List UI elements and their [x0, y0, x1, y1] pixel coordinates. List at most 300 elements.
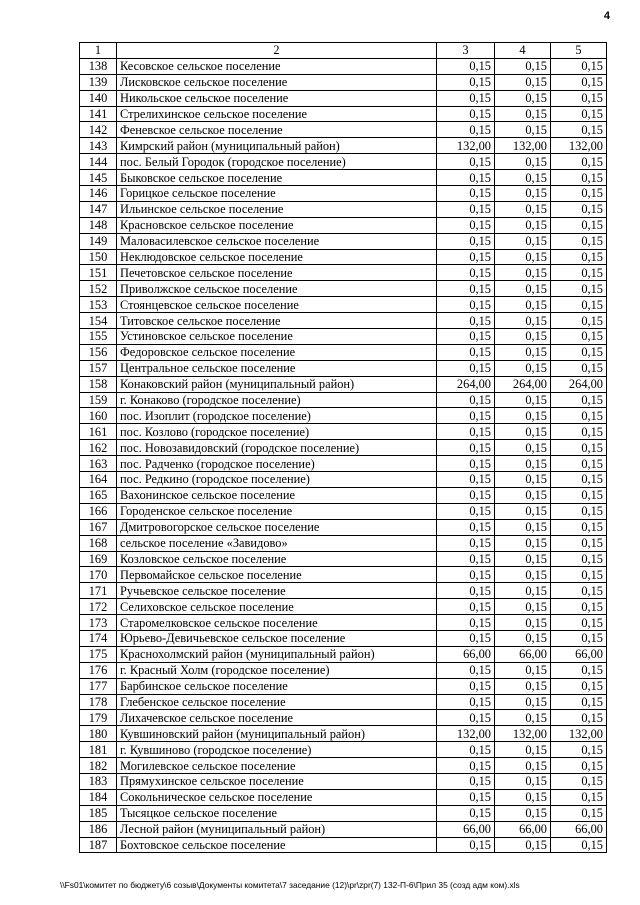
table-row — [80, 90, 607, 106]
row-number: 184 — [80, 789, 117, 805]
table-row — [80, 344, 607, 360]
value-col-5: 0,15 — [551, 344, 607, 360]
value-col-4: 0,15 — [495, 503, 551, 519]
value-col-4: 0,15 — [495, 773, 551, 789]
value-col-3: 132,00 — [437, 726, 495, 742]
value-col-4: 0,15 — [495, 106, 551, 122]
row-number: 152 — [80, 281, 117, 297]
value-col-3: 0,15 — [437, 186, 495, 202]
value-col-5: 0,15 — [551, 758, 607, 774]
table-row — [80, 217, 607, 233]
municipality-name: Кесовское сельское поселение — [117, 58, 437, 74]
row-number: 187 — [80, 837, 117, 853]
table-row — [80, 424, 607, 440]
municipality-name: пос. Новозавидовский (городское поселение) — [117, 440, 437, 456]
value-col-5: 0,15 — [551, 154, 607, 170]
value-col-4: 66,00 — [495, 821, 551, 837]
municipality-name: Горицкое сельское поселение — [117, 186, 437, 202]
row-number: 177 — [80, 678, 117, 694]
table-row — [80, 742, 607, 758]
value-col-3: 0,15 — [437, 344, 495, 360]
value-col-5: 132,00 — [551, 726, 607, 742]
value-col-5: 0,15 — [551, 170, 607, 186]
value-col-4: 0,15 — [495, 519, 551, 535]
row-number: 147 — [80, 201, 117, 217]
value-col-3: 0,15 — [437, 551, 495, 567]
municipality-name: Кувшиновский район (муниципальный район) — [117, 726, 437, 742]
value-col-5: 0,15 — [551, 503, 607, 519]
value-col-3: 0,15 — [437, 503, 495, 519]
table-row — [80, 535, 607, 551]
table-row — [80, 297, 607, 313]
value-col-3: 0,15 — [437, 535, 495, 551]
row-number: 156 — [80, 344, 117, 360]
value-col-3: 0,15 — [437, 297, 495, 313]
row-number: 140 — [80, 90, 117, 106]
value-col-3: 0,15 — [437, 217, 495, 233]
row-number: 168 — [80, 535, 117, 551]
value-col-4: 0,15 — [495, 122, 551, 138]
header-cell-2: 2 — [117, 43, 437, 59]
row-number: 178 — [80, 694, 117, 710]
value-col-4: 0,15 — [495, 472, 551, 488]
row-number: 138 — [80, 58, 117, 74]
value-col-3: 0,15 — [437, 90, 495, 106]
table-row — [80, 487, 607, 503]
table-row — [80, 519, 607, 535]
municipality-name: Городенское сельское поселение — [117, 503, 437, 519]
row-number: 182 — [80, 758, 117, 774]
value-col-5: 0,15 — [551, 678, 607, 694]
row-number: 165 — [80, 487, 117, 503]
value-col-5: 0,15 — [551, 313, 607, 329]
municipality-name: Центральное сельское поселение — [117, 360, 437, 376]
table-row — [80, 186, 607, 202]
row-number: 183 — [80, 773, 117, 789]
municipality-name: Барбинское сельское поселение — [117, 678, 437, 694]
value-col-5: 0,15 — [551, 74, 607, 90]
row-number: 151 — [80, 265, 117, 281]
value-col-5: 0,15 — [551, 599, 607, 615]
value-col-4: 132,00 — [495, 726, 551, 742]
value-col-3: 0,15 — [437, 630, 495, 646]
value-col-5: 0,15 — [551, 519, 607, 535]
row-number: 148 — [80, 217, 117, 233]
municipality-name: Кимрский район (муниципальный район) — [117, 138, 437, 154]
municipality-name: Краснохолмский район (муниципальный район) — [117, 646, 437, 662]
municipality-name: Тысяцкое сельское поселение — [117, 805, 437, 821]
municipality-name: Сокольническое сельское поселение — [117, 789, 437, 805]
value-col-4: 0,15 — [495, 805, 551, 821]
value-col-3: 0,15 — [437, 678, 495, 694]
municipality-name: Стрелихинское сельское поселение — [117, 106, 437, 122]
municipality-name: Титовское сельское поселение — [117, 313, 437, 329]
row-number: 143 — [80, 138, 117, 154]
value-col-4: 0,15 — [495, 313, 551, 329]
municipality-name: Ручьевское сельское поселение — [117, 583, 437, 599]
row-number: 159 — [80, 392, 117, 408]
municipality-name: Старомелковское сельское поселение — [117, 615, 437, 631]
value-col-5: 0,15 — [551, 233, 607, 249]
municipality-name: Приволжское сельское поселение — [117, 281, 437, 297]
value-col-3: 0,15 — [437, 472, 495, 488]
value-col-3: 0,15 — [437, 487, 495, 503]
row-number: 186 — [80, 821, 117, 837]
row-number: 180 — [80, 726, 117, 742]
row-number: 160 — [80, 408, 117, 424]
row-number: 172 — [80, 599, 117, 615]
table-row — [80, 170, 607, 186]
value-col-5: 0,15 — [551, 360, 607, 376]
municipality-name: пос. Изоплит (городское поселение) — [117, 408, 437, 424]
table-row — [80, 408, 607, 424]
value-col-4: 0,15 — [495, 58, 551, 74]
value-col-5: 0,15 — [551, 186, 607, 202]
table-row — [80, 233, 607, 249]
value-col-4: 0,15 — [495, 297, 551, 313]
value-col-3: 0,15 — [437, 329, 495, 345]
row-number: 142 — [80, 122, 117, 138]
value-col-5: 0,15 — [551, 456, 607, 472]
value-col-4: 0,15 — [495, 408, 551, 424]
municipality-name: пос. Козлово (городское поселение) — [117, 424, 437, 440]
row-number: 150 — [80, 249, 117, 265]
value-col-4: 0,15 — [495, 456, 551, 472]
value-col-5: 0,15 — [551, 789, 607, 805]
value-col-5: 264,00 — [551, 376, 607, 392]
table-row — [80, 154, 607, 170]
value-col-5: 0,15 — [551, 551, 607, 567]
value-col-5: 0,15 — [551, 567, 607, 583]
row-number: 161 — [80, 424, 117, 440]
value-col-3: 0,15 — [437, 360, 495, 376]
header-cell-1: 1 — [80, 43, 117, 59]
table-header-row — [80, 43, 607, 59]
value-col-4: 0,15 — [495, 487, 551, 503]
value-col-4: 0,15 — [495, 440, 551, 456]
row-number: 149 — [80, 233, 117, 249]
value-col-3: 0,15 — [437, 789, 495, 805]
table-row — [80, 773, 607, 789]
value-col-3: 0,15 — [437, 662, 495, 678]
value-col-5: 0,15 — [551, 201, 607, 217]
municipality-name: Печетовское сельское поселение — [117, 265, 437, 281]
value-col-4: 0,15 — [495, 662, 551, 678]
table-row — [80, 821, 607, 837]
value-col-3: 0,15 — [437, 567, 495, 583]
table-row — [80, 249, 607, 265]
value-col-4: 0,15 — [495, 90, 551, 106]
row-number: 146 — [80, 186, 117, 202]
row-number: 139 — [80, 74, 117, 90]
value-col-4: 0,15 — [495, 344, 551, 360]
municipality-name: Могилевское сельское поселение — [117, 758, 437, 774]
row-number: 173 — [80, 615, 117, 631]
value-col-3: 0,15 — [437, 583, 495, 599]
data-table — [79, 42, 607, 853]
table-row — [80, 758, 607, 774]
row-number: 170 — [80, 567, 117, 583]
municipality-name: Феневское сельское поселение — [117, 122, 437, 138]
municipality-name: Юрьево-Девичьевское сельское поселение — [117, 630, 437, 646]
municipality-name: Конаковский район (муниципальный район) — [117, 376, 437, 392]
value-col-3: 0,15 — [437, 392, 495, 408]
value-col-3: 0,15 — [437, 58, 495, 74]
table-row — [80, 662, 607, 678]
table-row — [80, 646, 607, 662]
page-number: 4 — [603, 10, 610, 22]
municipality-name: Лихачевское сельское поселение — [117, 710, 437, 726]
row-number: 163 — [80, 456, 117, 472]
municipality-name: Красновское сельское поселение — [117, 217, 437, 233]
value-col-4: 0,15 — [495, 599, 551, 615]
value-col-4: 0,15 — [495, 154, 551, 170]
table-row — [80, 678, 607, 694]
value-col-3: 0,15 — [437, 440, 495, 456]
value-col-5: 0,15 — [551, 662, 607, 678]
value-col-5: 0,15 — [551, 535, 607, 551]
table-row — [80, 472, 607, 488]
header-cell-3: 3 — [437, 43, 495, 59]
value-col-5: 0,15 — [551, 392, 607, 408]
value-col-3: 0,15 — [437, 742, 495, 758]
table-row — [80, 630, 607, 646]
municipality-name: Быковское сельское поселение — [117, 170, 437, 186]
value-col-3: 0,15 — [437, 265, 495, 281]
row-number: 145 — [80, 170, 117, 186]
value-col-5: 0,15 — [551, 281, 607, 297]
value-col-4: 132,00 — [495, 138, 551, 154]
value-col-5: 66,00 — [551, 646, 607, 662]
municipality-name: Федоровское сельское поселение — [117, 344, 437, 360]
table-row — [80, 551, 607, 567]
value-col-4: 0,15 — [495, 710, 551, 726]
value-col-4: 264,00 — [495, 376, 551, 392]
row-number: 162 — [80, 440, 117, 456]
value-col-5: 0,15 — [551, 329, 607, 345]
row-number: 144 — [80, 154, 117, 170]
municipality-name: Никольское сельское поселение — [117, 90, 437, 106]
table-row — [80, 456, 607, 472]
value-col-3: 0,15 — [437, 233, 495, 249]
value-col-4: 0,15 — [495, 567, 551, 583]
value-col-5: 132,00 — [551, 138, 607, 154]
value-col-3: 0,15 — [437, 758, 495, 774]
value-col-4: 0,15 — [495, 694, 551, 710]
value-col-4: 0,15 — [495, 201, 551, 217]
value-col-5: 0,15 — [551, 106, 607, 122]
municipality-name: пос. Редкино (городское поселение) — [117, 472, 437, 488]
row-number: 155 — [80, 329, 117, 345]
table-row — [80, 503, 607, 519]
value-col-4: 0,15 — [495, 217, 551, 233]
value-col-3: 0,15 — [437, 170, 495, 186]
value-col-3: 0,15 — [437, 773, 495, 789]
row-number: 175 — [80, 646, 117, 662]
municipality-name: Козловское сельское поселение — [117, 551, 437, 567]
value-col-5: 0,15 — [551, 408, 607, 424]
table-row — [80, 694, 607, 710]
row-number: 153 — [80, 297, 117, 313]
value-col-4: 0,15 — [495, 265, 551, 281]
table-row — [80, 58, 607, 74]
municipality-name: Первомайское сельское поселение — [117, 567, 437, 583]
municipality-name: Бохтовское сельское поселение — [117, 837, 437, 853]
value-col-4: 0,15 — [495, 583, 551, 599]
table-row — [80, 106, 607, 122]
header-cell-4: 4 — [495, 43, 551, 59]
table-row — [80, 281, 607, 297]
table-row — [80, 805, 607, 821]
value-col-3: 132,00 — [437, 138, 495, 154]
value-col-5: 0,15 — [551, 773, 607, 789]
table-row — [80, 313, 607, 329]
value-col-5: 0,15 — [551, 472, 607, 488]
table-body — [80, 43, 607, 853]
table-row — [80, 360, 607, 376]
value-col-4: 66,00 — [495, 646, 551, 662]
value-col-4: 0,15 — [495, 249, 551, 265]
value-col-5: 0,15 — [551, 487, 607, 503]
value-col-3: 66,00 — [437, 821, 495, 837]
table-row — [80, 329, 607, 345]
value-col-5: 0,15 — [551, 805, 607, 821]
table-row — [80, 122, 607, 138]
value-col-5: 0,15 — [551, 122, 607, 138]
footer-file-path: \\Fs01\комитет по бюджету\6 созыв\Документы комитета\7 заседание (12)\pr\zpr(7) 132-П-6\Прил 35 (созд адм ком).xls — [60, 880, 520, 890]
value-col-5: 0,15 — [551, 615, 607, 631]
value-col-3: 0,15 — [437, 615, 495, 631]
municipality-name: Прямухинское сельское поселение — [117, 773, 437, 789]
value-col-3: 66,00 — [437, 646, 495, 662]
row-number: 154 — [80, 313, 117, 329]
table-row — [80, 392, 607, 408]
table-row — [80, 201, 607, 217]
row-number: 157 — [80, 360, 117, 376]
table-row — [80, 567, 607, 583]
table-row — [80, 615, 607, 631]
municipality-name: Ильинское сельское поселение — [117, 201, 437, 217]
value-col-4: 0,15 — [495, 551, 551, 567]
value-col-4: 0,15 — [495, 170, 551, 186]
row-number: 174 — [80, 630, 117, 646]
value-col-4: 0,15 — [495, 329, 551, 345]
value-col-3: 0,15 — [437, 710, 495, 726]
value-col-4: 0,15 — [495, 360, 551, 376]
municipality-name: Устиновское сельское поселение — [117, 329, 437, 345]
header-cell-5: 5 — [551, 43, 607, 59]
value-col-3: 0,15 — [437, 122, 495, 138]
value-col-5: 0,15 — [551, 694, 607, 710]
value-col-4: 0,15 — [495, 392, 551, 408]
value-col-3: 0,15 — [437, 201, 495, 217]
row-number: 167 — [80, 519, 117, 535]
value-col-5: 0,15 — [551, 217, 607, 233]
value-col-4: 0,15 — [495, 74, 551, 90]
row-number: 158 — [80, 376, 117, 392]
value-col-3: 0,15 — [437, 805, 495, 821]
value-col-5: 0,15 — [551, 742, 607, 758]
table-row — [80, 726, 607, 742]
value-col-3: 0,15 — [437, 519, 495, 535]
value-col-4: 0,15 — [495, 837, 551, 853]
value-col-5: 0,15 — [551, 297, 607, 313]
row-number: 181 — [80, 742, 117, 758]
municipality-name: Селиховское сельское поселение — [117, 599, 437, 615]
municipality-name: Глебенское сельское поселение — [117, 694, 437, 710]
value-col-4: 0,15 — [495, 186, 551, 202]
value-col-5: 66,00 — [551, 821, 607, 837]
table-row — [80, 837, 607, 853]
row-number: 166 — [80, 503, 117, 519]
value-col-4: 0,15 — [495, 535, 551, 551]
municipality-name: г. Красный Холм (городское поселение) — [117, 662, 437, 678]
table-row — [80, 710, 607, 726]
value-col-4: 0,15 — [495, 789, 551, 805]
value-col-3: 0,15 — [437, 281, 495, 297]
municipality-name: пос. Белый Городок (городское поселение) — [117, 154, 437, 170]
row-number: 169 — [80, 551, 117, 567]
table-row — [80, 440, 607, 456]
value-col-3: 0,15 — [437, 408, 495, 424]
value-col-3: 0,15 — [437, 694, 495, 710]
row-number: 141 — [80, 106, 117, 122]
municipality-name: Неклюдовское сельское поселение — [117, 249, 437, 265]
value-col-5: 0,15 — [551, 58, 607, 74]
municipality-name: Лесной район (муниципальный район) — [117, 821, 437, 837]
value-col-3: 0,15 — [437, 154, 495, 170]
value-col-3: 264,00 — [437, 376, 495, 392]
value-col-5: 0,15 — [551, 440, 607, 456]
value-col-5: 0,15 — [551, 265, 607, 281]
table-row — [80, 138, 607, 154]
value-col-4: 0,15 — [495, 615, 551, 631]
value-col-5: 0,15 — [551, 837, 607, 853]
value-col-5: 0,15 — [551, 249, 607, 265]
value-col-5: 0,15 — [551, 583, 607, 599]
value-col-5: 0,15 — [551, 630, 607, 646]
municipality-name: г. Кувшиново (городское поселение) — [117, 742, 437, 758]
row-number: 164 — [80, 472, 117, 488]
value-col-3: 0,15 — [437, 456, 495, 472]
value-col-4: 0,15 — [495, 630, 551, 646]
value-col-3: 0,15 — [437, 249, 495, 265]
row-number: 185 — [80, 805, 117, 821]
value-col-4: 0,15 — [495, 281, 551, 297]
municipality-name: Маловасилевское сельское поселение — [117, 233, 437, 249]
row-number: 179 — [80, 710, 117, 726]
value-col-3: 0,15 — [437, 424, 495, 440]
municipality-name: сельское поселение «Завидово» — [117, 535, 437, 551]
row-number: 171 — [80, 583, 117, 599]
row-number: 176 — [80, 662, 117, 678]
table-row — [80, 74, 607, 90]
value-col-3: 0,15 — [437, 74, 495, 90]
value-col-5: 0,15 — [551, 90, 607, 106]
value-col-4: 0,15 — [495, 233, 551, 249]
value-col-3: 0,15 — [437, 599, 495, 615]
value-col-5: 0,15 — [551, 424, 607, 440]
value-col-3: 0,15 — [437, 106, 495, 122]
table-row — [80, 376, 607, 392]
table-row — [80, 265, 607, 281]
municipality-name: Стоянцевское сельское поселение — [117, 297, 437, 313]
municipality-name: Лисковское сельское поселение — [117, 74, 437, 90]
municipality-name: Вахонинское сельское поселение — [117, 487, 437, 503]
value-col-4: 0,15 — [495, 758, 551, 774]
value-col-4: 0,15 — [495, 678, 551, 694]
table-row — [80, 583, 607, 599]
